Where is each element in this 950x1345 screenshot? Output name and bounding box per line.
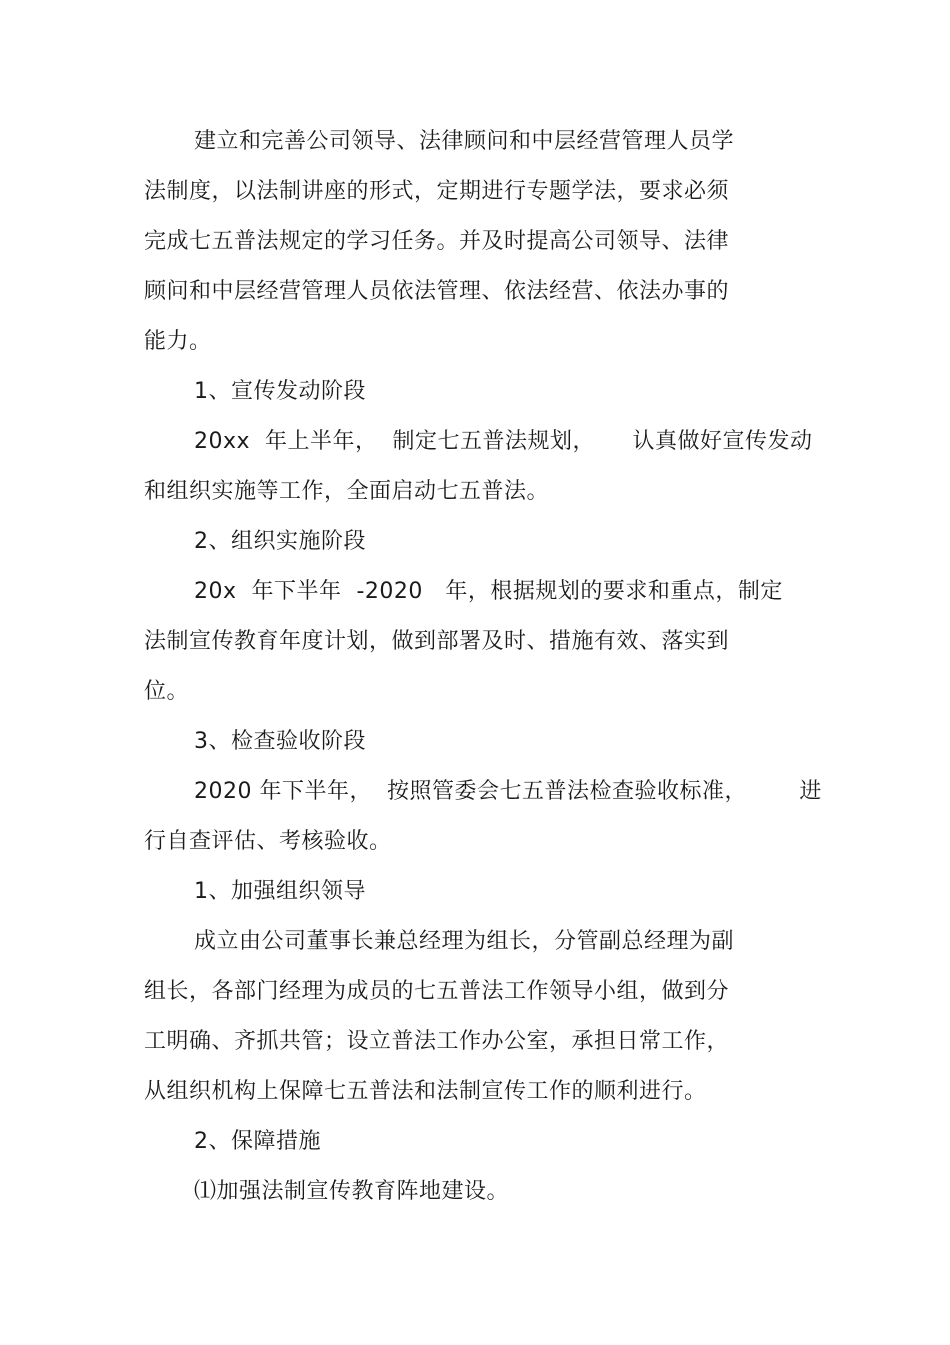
- paragraph-line: 位。: [144, 679, 190, 704]
- paragraph-line: 顾问和中层经营管理人员依法管理、依法经营、依法办事的: [144, 279, 730, 304]
- section-heading: 3、检查验收阶段: [194, 729, 366, 754]
- section-heading: 1、加强组织领导: [194, 879, 366, 904]
- paragraph-line: 工明确、齐抓共管；设立普法工作办公室，承担日常工作，: [144, 1029, 730, 1054]
- paragraph-line: 从组织机构上保障七五普法和法制宣传工作的顺利进行。: [144, 1079, 707, 1104]
- paragraph-line: 20xx 年上半年， 制定七五普法规划， 认真做好宣传发动: [194, 429, 813, 454]
- paragraph-line: 行自查评估、考核验收。: [144, 829, 392, 854]
- section-heading: 1、宣传发动阶段: [194, 379, 366, 404]
- section-heading: 2、组织实施阶段: [194, 529, 366, 554]
- paragraph-line: 法制宣传教育年度计划，做到部署及时、措施有效、落实到: [144, 629, 730, 654]
- paragraph-line: 完成七五普法规定的学习任务。并及时提高公司领导、法律: [144, 229, 730, 254]
- section-heading: 2、保障措施: [194, 1129, 321, 1154]
- paragraph-line: 能力。: [144, 329, 212, 354]
- paragraph-line: 20x 年下半年 -2020 年，根据规划的要求和重点，制定: [194, 579, 783, 604]
- paragraph-line: 建立和完善公司领导、法律顾问和中层经营管理人员学: [194, 129, 735, 154]
- paragraph-line: 2020 年下半年， 按照管委会七五普法检查验收标准， 进: [194, 779, 822, 804]
- paragraph-line: 法制度，以法制讲座的形式，定期进行专题学法，要求必须: [144, 179, 730, 204]
- paragraph-line: 成立由公司董事长兼总经理为组长，分管副总经理为副: [194, 929, 735, 954]
- paragraph-line: 组长，各部门经理为成员的七五普法工作领导小组，做到分: [144, 979, 730, 1004]
- paragraph-line: 和组织实施等工作，全面启动七五普法。: [144, 479, 550, 504]
- paragraph-line: ⑴加强法制宣传教育阵地建设。: [194, 1179, 510, 1204]
